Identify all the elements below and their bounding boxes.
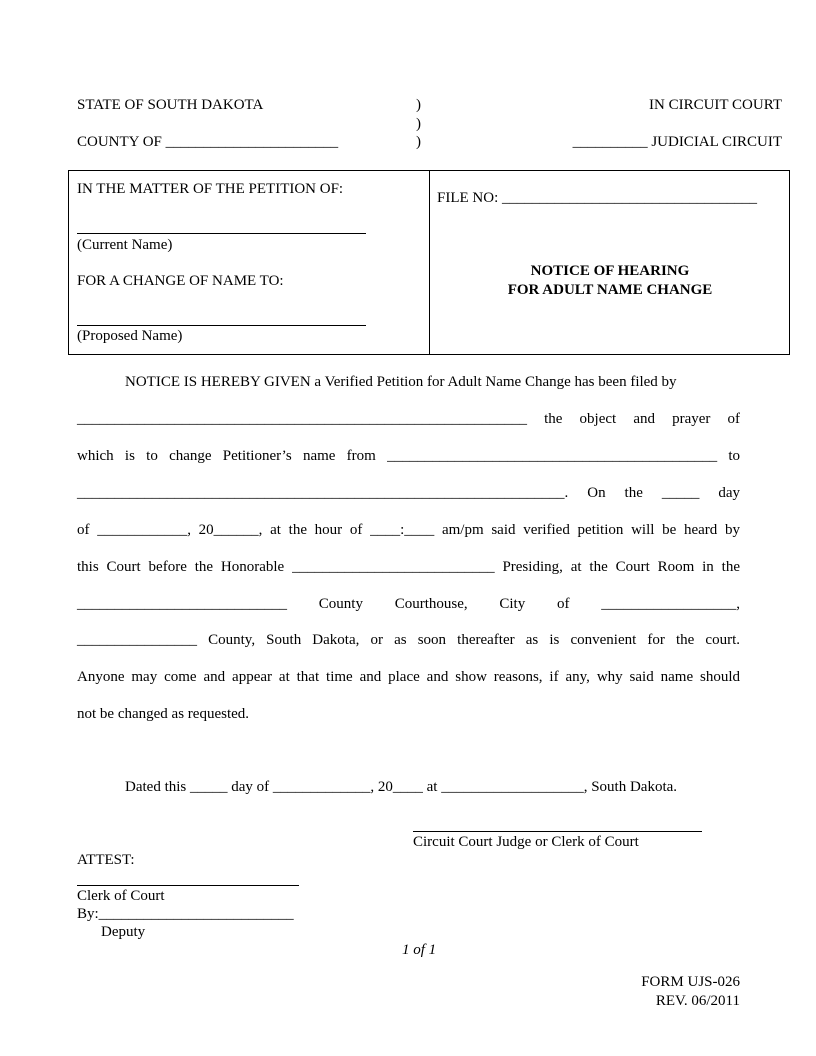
proposed-name-label: (Proposed Name) [77, 328, 183, 344]
caption-paren-2: ) [416, 116, 421, 132]
change-to-label: FOR A CHANGE OF NAME TO: [77, 273, 284, 289]
body-line-4[interactable]: _________________________________________________________________. On the _____ day [77, 485, 740, 501]
judge-signature-label: Circuit Court Judge or Clerk of Court [413, 834, 639, 850]
current-name-line[interactable] [77, 233, 366, 234]
page-number: 1 of 1 [402, 942, 437, 958]
body-line-3[interactable]: which is to change Petitioner’s name from ____________________________________________ to [77, 448, 740, 464]
attest-label: ATTEST: [77, 852, 135, 868]
county-field[interactable]: COUNTY OF _______________________ [77, 134, 339, 150]
clerk-signature-line[interactable] [77, 885, 299, 886]
current-name-label: (Current Name) [77, 237, 173, 253]
notice-title-line2: FOR ADULT NAME CHANGE [507, 282, 713, 298]
form-id: FORM UJS-026 [641, 974, 740, 990]
notice-title-line1: NOTICE OF HEARING [530, 263, 690, 279]
form-revision: REV. 06/2011 [655, 993, 740, 1009]
caption-paren-3: ) [416, 134, 421, 150]
body-line-7[interactable]: ____________________________ County Courthouse, City of __________________, [77, 596, 740, 612]
clerk-label: Clerk of Court [77, 888, 165, 904]
state-label: STATE OF SOUTH DAKOTA [77, 97, 264, 113]
matter-label: IN THE MATTER OF THE PETITION OF: [77, 181, 344, 197]
body-line-2[interactable]: ____________________________________________________________ the object and prayer of [77, 411, 740, 427]
court-label: IN CIRCUIT COURT [649, 97, 782, 113]
body-line-1: NOTICE IS HEREBY GIVEN a Verified Petition for Adult Name Change has been filed by [125, 374, 677, 390]
proposed-name-line[interactable] [77, 325, 366, 326]
body-line-6[interactable]: this Court before the Honorable ___________________________ Presiding, at the Court Room in the [77, 559, 740, 575]
body-line-8[interactable]: ________________ County, South Dakota, or as soon thereafter as is convenient for the court. [77, 632, 740, 648]
body-line-9: Anyone may come and appear at that time and place and show reasons, if any, why said name should [77, 669, 740, 685]
deputy-label: Deputy [101, 924, 146, 940]
dated-line[interactable]: Dated this _____ day of _____________, 20____ at ___________________, South Dakota. [125, 779, 678, 795]
body-line-10: not be changed as requested. [77, 706, 250, 722]
judge-signature-line[interactable] [413, 831, 702, 832]
caption-paren-1: ) [416, 97, 421, 113]
judicial-circuit-field[interactable]: __________ JUDICIAL CIRCUIT [572, 134, 782, 150]
file-no-field[interactable]: FILE NO: __________________________________ [437, 190, 757, 206]
petition-box-divider [429, 170, 430, 355]
body-line-5[interactable]: of ____________, 20______, at the hour of ____:____ am/pm said verified petition will be heard by [77, 522, 740, 538]
by-field[interactable]: By:__________________________ [77, 906, 294, 922]
